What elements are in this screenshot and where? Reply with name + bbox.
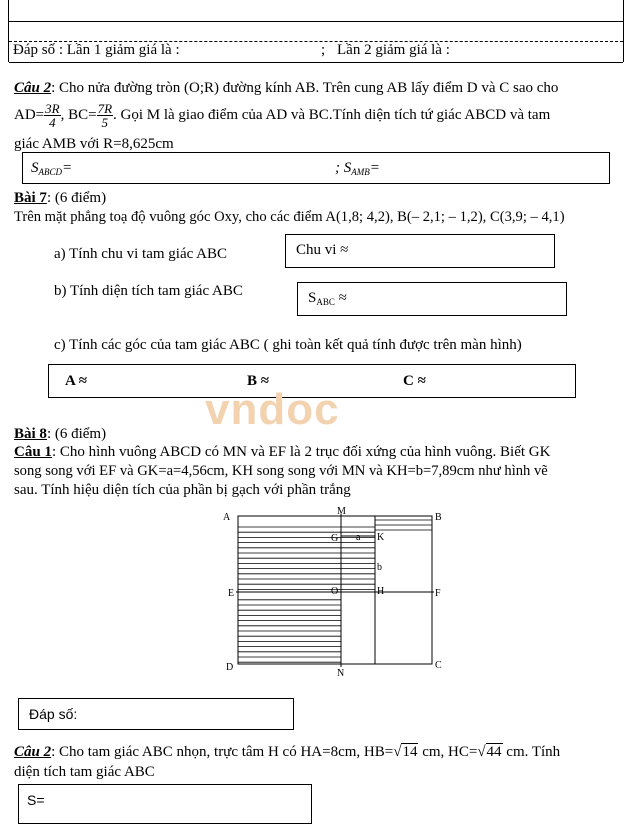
label-a-small: a [356, 532, 361, 543]
cau2-second-line2: diện tích tam giác ABC [14, 764, 155, 780]
s-abc-box[interactable]: $S_{ABC}$ ≈ [297, 282, 567, 316]
bai7-heading: Bài 7: (6 điểm) [14, 190, 107, 206]
label-h: H [377, 586, 385, 597]
label-f: F [435, 588, 441, 599]
top-table [8, 0, 624, 62]
label-e: E [228, 588, 235, 599]
label-n: N [337, 668, 345, 679]
vndoc-watermark: vndoc [205, 385, 340, 434]
bai8-cau1-line2: song song với EF và GK=a=4,56cm, KH song song với MN và KH=b=7,89cm như hình vẽ [14, 463, 548, 479]
square-figure [220, 504, 450, 680]
cau2-second-answer-box[interactable]: S= [18, 784, 312, 824]
label-g: G [331, 533, 339, 544]
bai7-text: Trên mặt phẳng toạ độ vuông góc Oxy, cho các điểm A(1,8; 4,2), B(– 2,1; – 1,2), C(3,9; – 4,1) [14, 209, 565, 225]
bai8-heading: Bài 8: (6 điểm) [14, 426, 107, 442]
label-o: O [331, 586, 339, 597]
label-m: M [337, 506, 346, 517]
angles-box[interactable]: A ≈ B ≈ C ≈ [48, 364, 576, 398]
answer-label: Đáp số : Lần 1 giảm giá là : [13, 42, 180, 58]
bai8-cau1-line3: sau. Tính hiệu diện tích của phần bị gạch với phần trắng [14, 482, 351, 498]
label-d: D [226, 662, 234, 673]
bai7-a-text: a) Tính chu vi tam giác ABC [54, 246, 228, 262]
bai7-c-text: c) Tính các góc của tam giác ABC ( ghi toàn kết quả tính được trên màn hình) [54, 337, 522, 353]
chu-vi-box[interactable]: Chu vi ≈ [285, 234, 555, 268]
sqrt-14: √14 [393, 744, 418, 760]
label-c: C [435, 660, 442, 671]
fraction-3r-4: $\frac{3R}{4}$ [45, 101, 60, 130]
bai8-cau1-line1: Câu 1: Cho hình vuông ABCD có MN và EF là 2 trục đối xứng của hình vuông. Biết GK [14, 444, 551, 460]
bai8-answer-box[interactable]: Đáp số: [18, 698, 294, 730]
label-b-small: b [377, 562, 382, 573]
label-a: A [223, 512, 231, 523]
answer-separator: ; [321, 42, 326, 58]
cau2-first-answer-box[interactable]: $S_{ABCD}=$ ; $S_{AMB}=$ [22, 152, 610, 184]
label-k: K [377, 532, 385, 543]
sqrt-44: √44 [477, 744, 502, 760]
bai7-b-text: b) Tính diện tích tam giác ABC [54, 283, 243, 299]
cau2-first-line1: Câu 2: Cho nửa đường tròn (O;R) đường kính AB. Trên cung AB lấy điểm D và C sao cho [14, 80, 559, 96]
cau2-first-line3: giác AMB với R=8,625cm [14, 136, 174, 152]
cau2-first-label: Câu 2 [14, 80, 52, 96]
answer-second: Lần 2 giảm giá là : [337, 42, 450, 58]
fraction-7r-5: $\frac{7R}{5}$ [97, 101, 113, 130]
cau2-first-line2: AD= $\frac{3R}{4}$ , BC= $\frac{7R}{5}$ . Gọi M là giao điểm của AD và BC.Tính diện tích tứ giác ABCD và tam [14, 101, 551, 130]
label-b: B [435, 512, 442, 523]
cau2-second-line1: Câu 2: Cho tam giác ABC nhọn, trực tâm H có HA=8cm, HB=√14 cm, HC=√44 cm. Tính [14, 744, 561, 760]
